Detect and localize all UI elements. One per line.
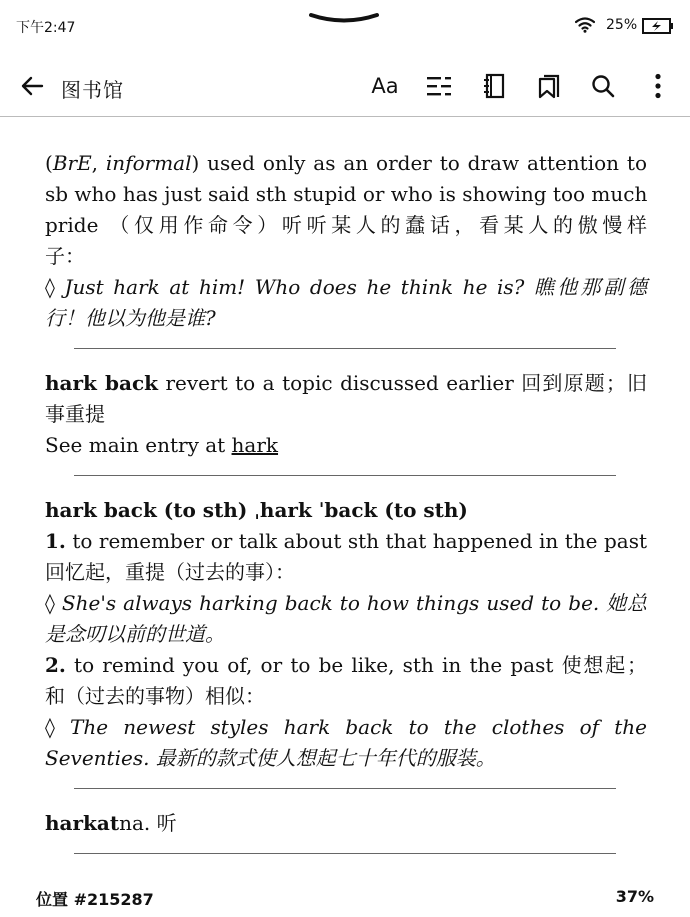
font-settings-label: Aa xyxy=(371,74,399,98)
definition-line: sb who has just said sth stupid or who is showing too much xyxy=(45,182,648,206)
entry-divider xyxy=(74,853,616,854)
bookmark-icon xyxy=(538,73,560,99)
pull-down-handle-icon[interactable] xyxy=(309,12,379,26)
toolbar-divider xyxy=(0,116,690,117)
definition-text: na. 听 xyxy=(119,811,177,835)
example-sentence: ◊ She's always harking back to how things used to be. 她总 xyxy=(45,591,647,615)
dictionary-page xyxy=(45,148,647,873)
sense-1-line xyxy=(45,526,647,557)
example-sentence: 行！他以为他是谁? xyxy=(45,306,216,330)
example-sentence: Seventies. 最新的款式使人想起七十年代的服装。 xyxy=(45,746,496,770)
notebook-button[interactable] xyxy=(481,72,507,100)
sense-number: 2. xyxy=(45,653,66,677)
register-label: informal xyxy=(105,151,192,175)
headword: hark back (to sth) xyxy=(45,498,248,522)
definition-line xyxy=(45,148,647,179)
toolbar-title[interactable]: 图书馆 xyxy=(61,78,124,102)
example-sentence: ◊ The newest styles hark back to the clothes of the xyxy=(45,715,647,739)
text: ) used only as an order to draw attention to xyxy=(191,151,647,175)
pronunciation: ˌhark ˈback (to sth) xyxy=(247,498,468,522)
entry-divider xyxy=(74,348,616,349)
entry-hark-back xyxy=(45,368,647,461)
status-bar xyxy=(0,0,690,52)
see-also-link[interactable]: hark xyxy=(231,433,279,457)
table-of-contents-button[interactable] xyxy=(425,72,453,100)
see-also-prefix: See main entry at xyxy=(45,433,232,457)
definition-line: 子： xyxy=(45,244,85,268)
status-time: 下午2:47 xyxy=(16,20,76,36)
reader-toolbar xyxy=(0,62,690,112)
example-sentence: 是念叨以前的世道。 xyxy=(45,622,225,646)
definition-line xyxy=(45,368,647,399)
see-also-line xyxy=(45,430,647,461)
entry-harkat xyxy=(45,808,647,839)
more-vertical-icon xyxy=(654,73,662,99)
bookmark-button[interactable] xyxy=(536,72,562,100)
back-arrow-icon[interactable] xyxy=(20,74,44,98)
search-button[interactable] xyxy=(590,72,616,100)
sense-number: 1. xyxy=(45,529,66,553)
sense-2-translation: 和（过去的事物）相似： xyxy=(45,684,265,708)
entry-hark-definition xyxy=(45,148,647,334)
example-sentence: ◊ Just hark at him! Who does he think he is? 瞧他那副德 xyxy=(45,275,647,299)
definition-line: 事重提 xyxy=(45,402,105,426)
definition-text: to remind you of, or to be like, sth in the past 使想起； xyxy=(65,653,647,677)
more-options-button[interactable] xyxy=(650,72,666,100)
wifi-icon xyxy=(575,17,595,33)
notebook-icon xyxy=(483,73,505,99)
definition-line xyxy=(45,808,647,839)
definition-text: to remember or talk about sth that happened in the past xyxy=(65,529,647,553)
reading-location[interactable]: 位置 #215287 xyxy=(36,890,154,909)
definition-text: revert to a topic discussed earlier 回到原题；旧 xyxy=(157,371,647,395)
sense-1-translation: 回忆起，重提（过去的事）： xyxy=(45,560,295,584)
entry-hark-back-to-sth xyxy=(45,495,647,774)
search-icon xyxy=(591,74,615,98)
battery-charging-icon xyxy=(642,18,674,34)
headword-line xyxy=(45,495,647,526)
headword: hark back xyxy=(45,371,158,395)
reading-progress-percent[interactable]: 37% xyxy=(615,887,654,906)
font-settings-button[interactable] xyxy=(368,72,402,100)
headword: harkat xyxy=(45,811,120,835)
entry-divider xyxy=(74,475,616,476)
register-label: BrE xyxy=(52,151,92,175)
battery-percent: 25% xyxy=(606,17,638,33)
text: , xyxy=(91,151,106,175)
text: ( xyxy=(45,151,53,175)
list-icon xyxy=(426,75,452,97)
sense-2-line xyxy=(45,650,647,681)
entry-divider xyxy=(74,788,616,789)
definition-line: pride （仅用作命令）听听某人的蠢话，看某人的傲慢样 xyxy=(45,213,647,237)
